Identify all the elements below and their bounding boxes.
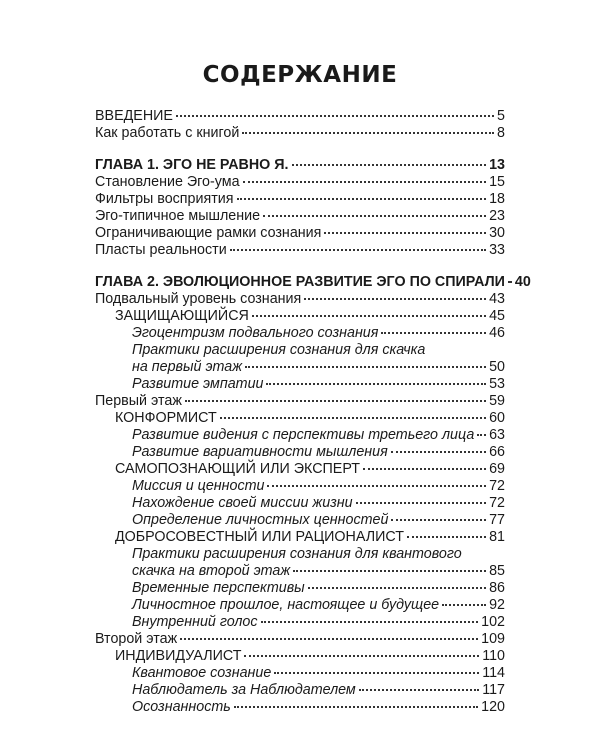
toc-leader-dots xyxy=(363,467,486,470)
toc-entry xyxy=(95,191,505,208)
toc-entry-title: скачка на второй этаж xyxy=(132,563,291,579)
toc-page-number: 81 xyxy=(489,529,505,545)
toc-page-number: 53 xyxy=(489,376,505,392)
toc-entry xyxy=(95,393,505,410)
toc-page-number: 72 xyxy=(489,478,505,494)
toc-entry-title: Пласты реальности xyxy=(95,242,227,258)
toc-page-number: 50 xyxy=(489,359,505,375)
toc-entry-title: ИНДИВИДУАЛИСТ xyxy=(115,648,242,664)
toc-leader-dots xyxy=(477,433,486,436)
toc-entry xyxy=(115,461,505,478)
toc-page-number: 13 xyxy=(489,157,505,173)
toc-page-number: 85 xyxy=(489,563,505,579)
toc-leader-dots xyxy=(234,705,478,708)
toc-leader-dots xyxy=(381,331,486,334)
toc-entry xyxy=(95,125,505,142)
toc-leader-dots xyxy=(274,671,479,674)
toc-entry-title: Квантовое сознание xyxy=(132,665,272,681)
toc-leader-dots xyxy=(185,399,486,402)
toc-entry-title: Развитие видения с перспективы третьего лица xyxy=(132,427,475,443)
toc-leader-dots xyxy=(237,197,487,200)
toc-entry xyxy=(95,242,505,259)
toc-entry-title: Практики расширения сознания для квантового xyxy=(132,546,462,562)
toc-entry-title: Первый этаж xyxy=(95,393,182,409)
toc-page-number: 23 xyxy=(489,208,505,224)
toc-entry-title: Миссия и ценности xyxy=(132,478,265,494)
toc-page-number: 117 xyxy=(482,682,505,698)
toc-leader-dots xyxy=(261,620,479,623)
toc-entry xyxy=(132,495,505,512)
toc-leader-dots xyxy=(508,280,512,283)
toc-leader-dots xyxy=(407,535,486,538)
toc-leader-dots xyxy=(356,501,486,504)
toc-entry xyxy=(95,291,505,308)
toc-page-number: 77 xyxy=(489,512,505,528)
toc-entry-title: Развитие эмпатии xyxy=(132,376,264,392)
toc-entry xyxy=(132,325,505,342)
toc-page-number: 45 xyxy=(489,308,505,324)
toc-entry-title: Временные перспективы xyxy=(132,580,305,596)
toc-entry xyxy=(132,682,505,699)
toc-leader-dots xyxy=(293,569,486,572)
toc-entry xyxy=(115,648,505,665)
page-title: СОДЕРЖАНИЕ xyxy=(202,62,398,88)
toc-entry xyxy=(115,410,505,427)
toc-entry-title: Ограничивающие рамки сознания xyxy=(95,225,322,241)
toc-entry xyxy=(132,546,505,563)
toc-entry-title: ЗАЩИЩАЮЩИЙСЯ xyxy=(115,308,249,324)
toc-entry xyxy=(132,427,505,444)
toc-entry xyxy=(132,665,505,682)
toc-leader-dots xyxy=(243,180,487,183)
toc-page-number: 60 xyxy=(489,410,505,426)
toc-page-number: 15 xyxy=(489,174,505,190)
toc-entry-title: Определение личностных ценностей xyxy=(132,512,389,528)
toc-entry-title: Нахождение своей миссии жизни xyxy=(132,495,353,511)
toc-entry-title: Становление Эго-ума xyxy=(95,174,240,190)
toc-page-number: 109 xyxy=(481,631,505,647)
toc-entry xyxy=(132,597,505,614)
toc-entry-title: Личностное прошлое, настоящее и будущее xyxy=(132,597,440,613)
toc-leader-dots xyxy=(244,654,479,657)
toc-entry xyxy=(95,225,505,242)
toc-entry-title: Практики расширения сознания для скачка xyxy=(132,342,426,358)
toc-entry xyxy=(95,157,505,174)
toc-page-number: 43 xyxy=(489,291,505,307)
toc-leader-dots xyxy=(267,484,486,487)
toc-page-number: 72 xyxy=(489,495,505,511)
toc-leader-dots xyxy=(252,314,486,317)
toc-entry-title: ВВЕДЕНИЕ xyxy=(95,108,173,124)
toc-entry xyxy=(132,478,505,495)
toc-entry xyxy=(132,563,505,580)
toc-page-number: 59 xyxy=(489,393,505,409)
toc-entry-title: Осознанность xyxy=(132,699,231,715)
toc-entry-title: Как работать с книгой xyxy=(95,125,240,141)
toc-page-number: 5 xyxy=(497,108,505,124)
toc-entry-title: Эго-типичное мышление xyxy=(95,208,261,224)
toc-entry-title: Эгоцентризм подвального сознания xyxy=(132,325,379,341)
toc-leader-dots xyxy=(266,382,486,385)
toc-page-number: 33 xyxy=(489,242,505,258)
toc-entry xyxy=(95,108,505,125)
toc-entry-title: САМОПОЗНАЮЩИЙ ИЛИ ЭКСПЕРТ xyxy=(115,461,360,477)
toc-leader-dots xyxy=(442,603,486,606)
toc-leader-dots xyxy=(292,163,487,166)
toc-leader-dots xyxy=(304,297,486,300)
toc-page-number: 46 xyxy=(489,325,505,341)
toc-leader-dots xyxy=(176,114,494,117)
toc-leader-dots xyxy=(230,248,486,251)
toc-entry xyxy=(132,444,505,461)
toc-leader-dots xyxy=(180,637,478,640)
toc-entry xyxy=(95,631,505,648)
toc-entry-title: ГЛАВА 1. ЭГО НЕ РАВНО Я. xyxy=(95,157,289,173)
toc-entry xyxy=(115,529,505,546)
toc-entry xyxy=(132,699,505,716)
toc-page-number: 30 xyxy=(489,225,505,241)
toc-entry xyxy=(95,208,505,225)
toc-page-number: 63 xyxy=(489,427,505,443)
toc-entry-title: Фильтры восприятия xyxy=(95,191,234,207)
toc-leader-dots xyxy=(245,365,486,368)
toc-entry-title: Подвальный уровень сознания xyxy=(95,291,302,307)
toc-leader-dots xyxy=(391,450,486,453)
toc-leader-dots xyxy=(263,214,486,217)
toc-page-number: 120 xyxy=(481,699,505,715)
toc-leader-dots xyxy=(391,518,486,521)
toc-entry-title: ДОБРОСОВЕСТНЫЙ ИЛИ РАЦИОНАЛИСТ xyxy=(115,529,404,545)
toc-page-number: 18 xyxy=(489,191,505,207)
toc-page-number: 114 xyxy=(482,665,505,681)
toc-entry-title: на первый этаж xyxy=(132,359,243,375)
toc-entry xyxy=(132,614,505,631)
toc-page-number: 92 xyxy=(489,597,505,613)
toc-leader-dots xyxy=(324,231,486,234)
toc-leader-dots xyxy=(220,416,486,419)
toc-entry-title: Внутренний голос xyxy=(132,614,258,630)
toc-page-number: 86 xyxy=(489,580,505,596)
toc-leader-dots xyxy=(242,131,494,134)
toc-entry xyxy=(132,580,505,597)
toc-page-number: 8 xyxy=(497,125,505,141)
toc-leader-dots xyxy=(308,586,486,589)
toc-page-number: 110 xyxy=(482,648,505,664)
toc-entry xyxy=(132,376,505,393)
toc-entry-title: Развитие вариативности мышления xyxy=(132,444,388,460)
toc-entry xyxy=(115,308,505,325)
toc-page-number: 66 xyxy=(489,444,505,460)
toc-entry-title: ГЛАВА 2. ЭВОЛЮЦИОННОЕ РАЗВИТИЕ ЭГО ПО СПИРАЛИ xyxy=(95,274,505,290)
toc-entry xyxy=(95,174,505,191)
toc-page-number: 102 xyxy=(481,614,505,630)
toc-leader-dots xyxy=(359,688,479,691)
toc-entry xyxy=(132,359,505,376)
toc-page-number: 40 xyxy=(514,274,531,290)
toc-entry xyxy=(132,342,505,359)
toc-entry-title: Наблюдатель за Наблюдателем xyxy=(132,682,356,698)
toc-entry-title: КОНФОРМИСТ xyxy=(115,410,217,426)
toc-entry xyxy=(132,512,505,529)
toc-entry-title: Второй этаж xyxy=(95,631,178,647)
toc-entry xyxy=(95,274,531,291)
toc-page-number: 69 xyxy=(489,461,505,477)
